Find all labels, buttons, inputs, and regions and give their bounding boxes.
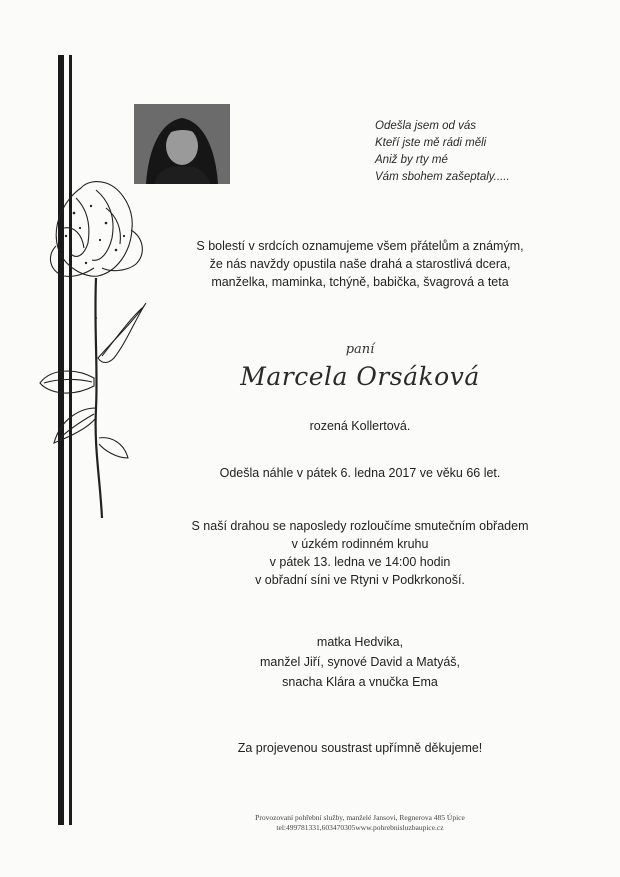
- deceased-title: paní: [345, 342, 375, 357]
- announcement: [150, 237, 570, 291]
- announcement-line: manželka, maminka, tchýně, babička, švagrová a teta: [211, 275, 509, 289]
- death-notice: Odešla náhle v pátek 6. ledna 2017 ve věku 66 let.: [219, 466, 501, 480]
- poem-line: Kteří jste mě rádi měli: [375, 137, 487, 149]
- mourner-line: matka Hedvika,: [316, 635, 404, 649]
- mourner-line: manžel Jiří, synové David a Matyáš,: [259, 655, 461, 669]
- poem-line: Vám sbohem zašeptaly.....: [375, 171, 510, 183]
- rose-illustration: [36, 168, 148, 528]
- announcement-line: že nás navždy opustila naše drahá a starostlivá dcera,: [209, 257, 511, 271]
- footer-line: tel:499781331,603470305www.pohrebnisluzbaupice.cz: [276, 823, 444, 832]
- thanks-note: Za projevenou soustrast upřímně děkujeme!: [237, 741, 483, 755]
- poem: [375, 118, 575, 186]
- funeral-line: v úzkém rodinném kruhu: [291, 537, 429, 551]
- funeral-service-footer: [150, 813, 570, 833]
- funeral-line: v pátek 13. ledna ve 14:00 hodin: [269, 555, 451, 569]
- funeral-details: [150, 517, 570, 589]
- poem-line: Aniž by rty mé: [375, 154, 448, 166]
- poem-line: Odešla jsem od vás: [375, 120, 476, 132]
- footer-line: Provozovaní pohřební služby, manželé Jansovi, Regnerova 485 Úpice: [255, 813, 465, 822]
- mourner-line: snacha Klára a vnučka Ema: [282, 675, 438, 689]
- mourners: [150, 632, 570, 692]
- funeral-line: v obřadní síni ve Rtyni v Podkrkonoší.: [255, 573, 465, 587]
- funeral-line: S naší drahou se naposledy rozloučíme smutečním obřadem: [191, 519, 529, 533]
- maiden-name: rozená Kollertová.: [309, 419, 411, 433]
- deceased-name: Marcela Orsáková: [240, 362, 480, 391]
- portrait-photo: [134, 104, 230, 184]
- announcement-line: S bolestí v srdcích oznamujeme všem přátelům a známým,: [196, 239, 524, 253]
